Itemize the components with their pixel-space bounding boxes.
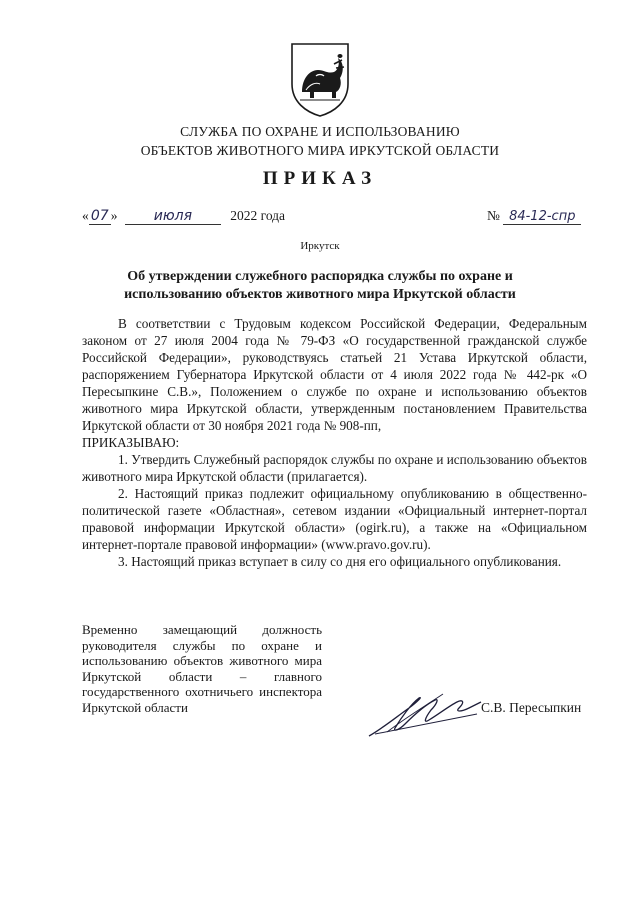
date-month: июля [125,208,221,225]
document-number [487,208,581,225]
signer-position: Временно замещающий должность руководителя службы по охране и использованию объектов животного мира Иркутской области – главного государственного охотничьего инспектора Иркутской области [82,622,322,715]
document-body [82,315,587,570]
order-word: ПРИКАЗЫВАЮ: [82,435,180,450]
date-day: 07 [89,208,111,225]
document-heading: Об утверждении служебного распорядка службы по охране и использованию объектов животного мира Иркутской области [124,269,516,302]
number-value: 84-12-спр [503,209,581,225]
org-name-line2: ОБЪЕКТОВ ЖИВОТНОГО МИРА ИРКУТСКОЙ ОБЛАСТИ [140,143,500,158]
date-open-quote: « [82,208,89,223]
document-date [82,208,285,225]
order-item-2: 2. Настоящий приказ подлежит официальному опубликованию в общественно-политической газете «Областная», сетевом издании «Официальный интернет-портал правовой информации Иркутской области» (ogirk.ru), а также на «Официальном интернет-портале правовой информации» (www.pravo.gov.ru). [82,486,587,552]
date-close-quote: » [110,208,118,223]
signer-name: С.В. Пересыпкин [481,700,582,715]
handwritten-signature [365,688,483,740]
date-year: 2022 года [230,208,286,223]
number-prefix: № [487,208,500,223]
document-city: Иркутск [300,240,340,252]
document-type-title: ПРИКАЗ [262,168,378,189]
order-item-3: 3. Настоящий приказ вступает в силу со дня его официального опубликования. [118,554,562,569]
body-intro-paragraph: В соответствии с Трудовым кодексом Российской Федерации, Федеральным законом от 27 июля 2004 года № 79-ФЗ «О государственной гражданской службе Российской Федерации», руководствуясь статьей 21 Устава Иркутской области, распоряжением Губернатора Иркутской области от 4 июля 2022 года № 442-рк «О Пересыпкине С.В.», Положением о службе по охране и использованию объектов животного мира Иркутской области, утвержденным постановлением Правительства Иркутской области от 30 ноября 2021 года № 908-пп, [82,316,587,433]
order-item-1: 1. Утвердить Служебный распорядок службы по охране и использованию объектов животного мира Иркутской области (прилагается). [82,452,587,484]
org-name-line1: СЛУЖБА ПО ОХРАНЕ И ИСПОЛЬЗОВАНИЮ [180,124,460,139]
coat-of-arms-icon [288,40,352,118]
